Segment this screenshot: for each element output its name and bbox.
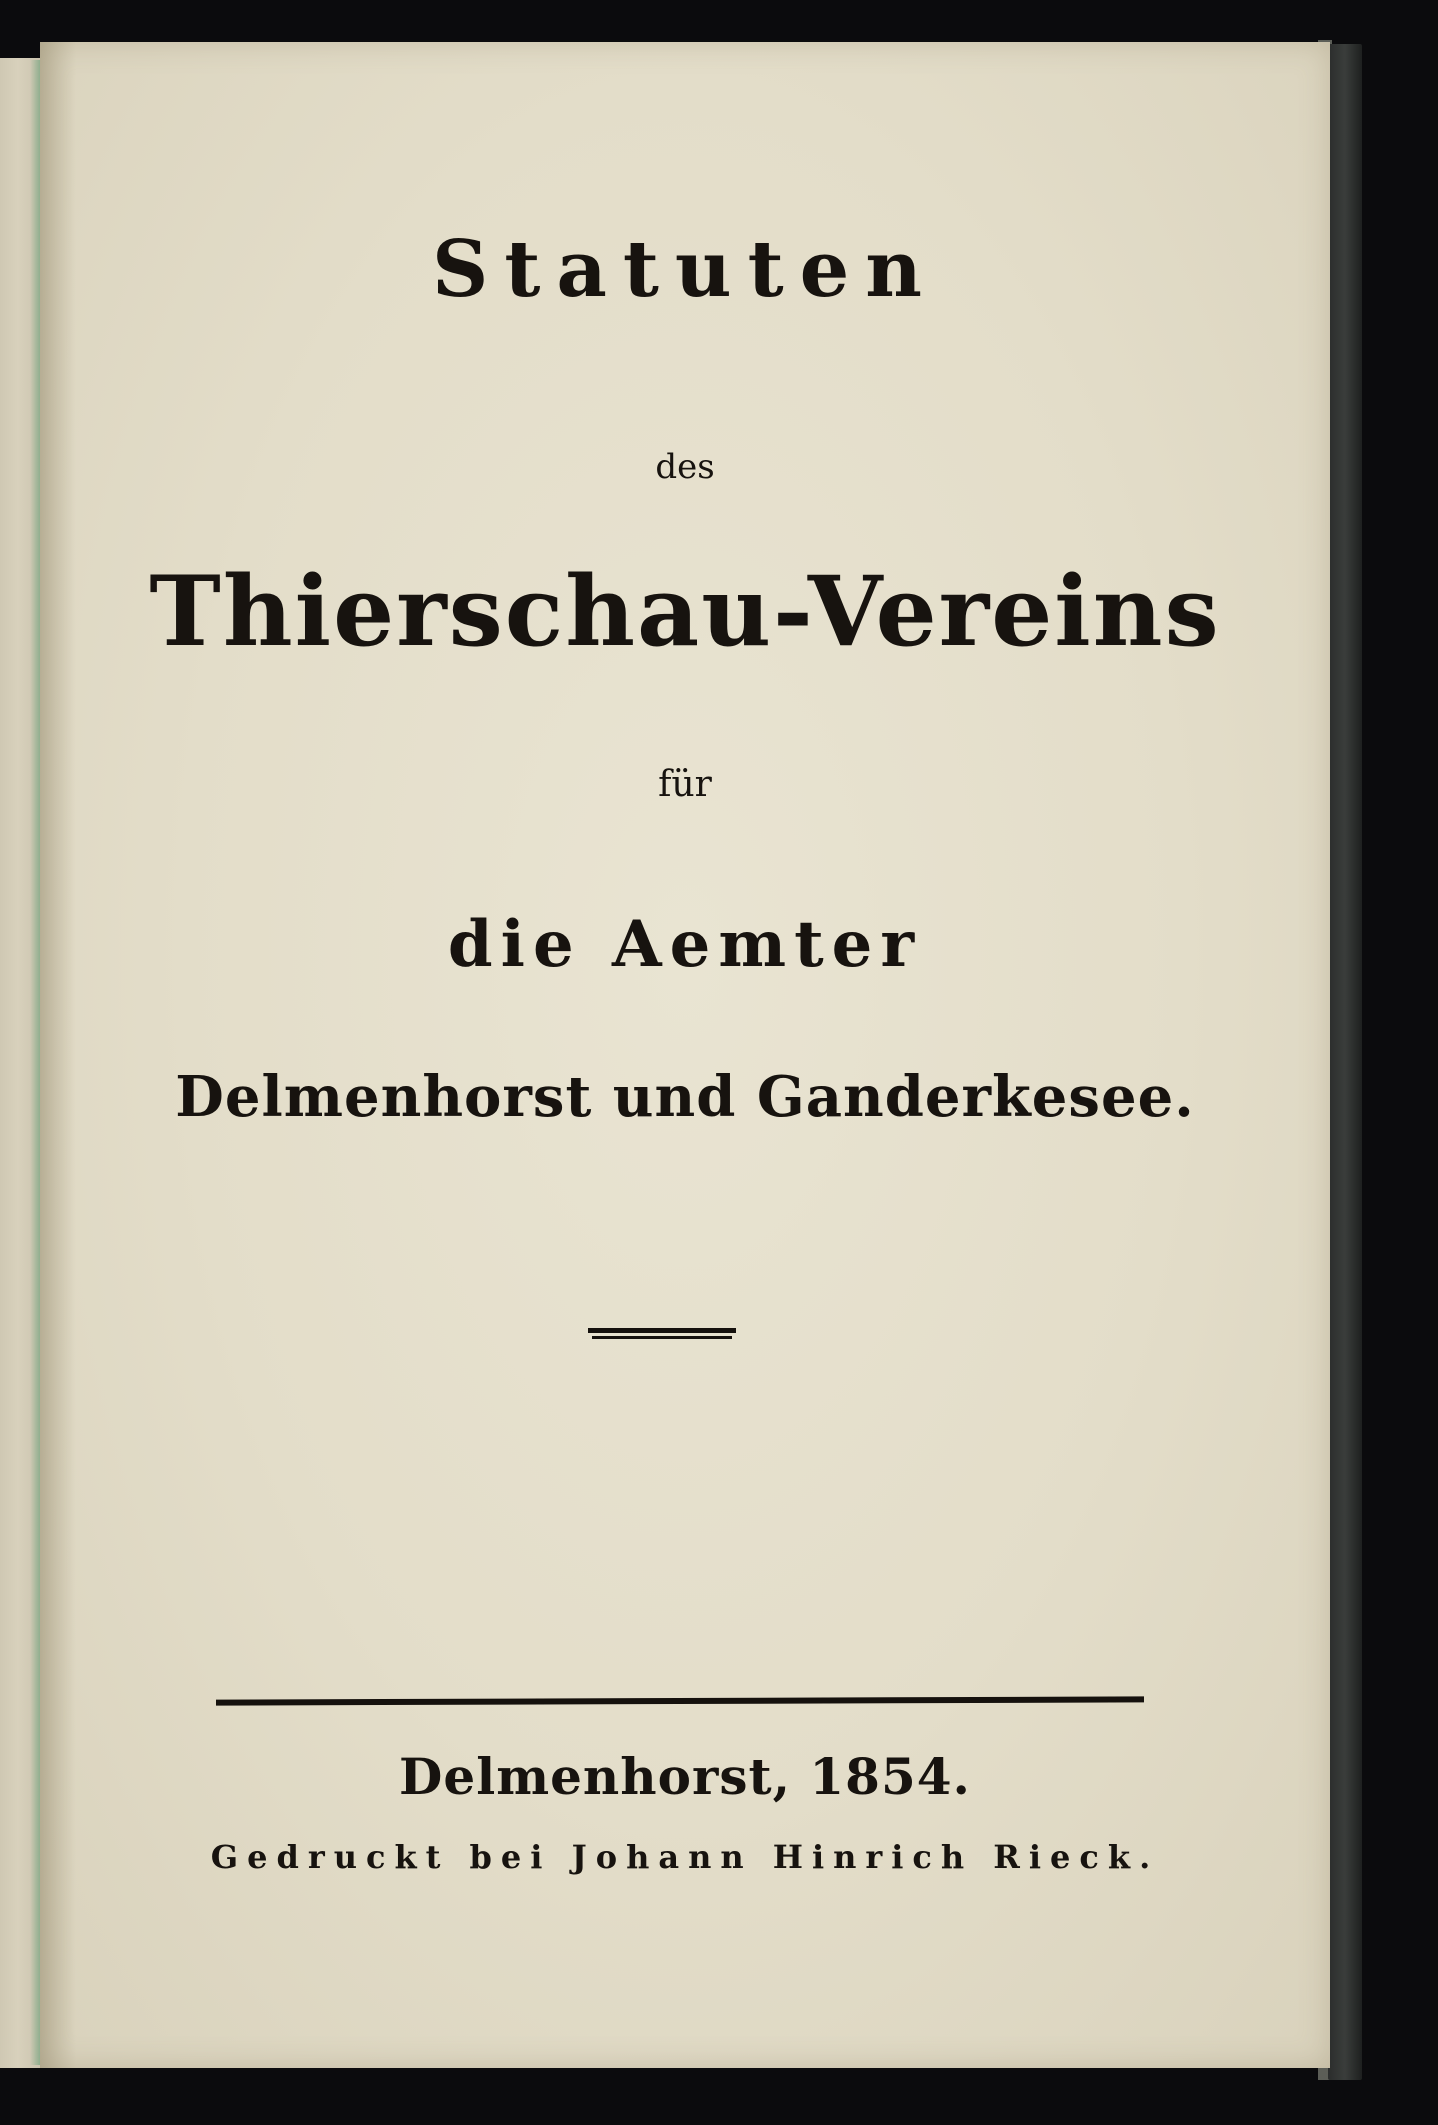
title-page — [40, 42, 1330, 2068]
districts-heading: die Aemter — [447, 907, 923, 982]
society-name: Thierschau-Vereins — [149, 555, 1221, 668]
preposition-fuer: für — [658, 764, 712, 805]
cover-board — [1328, 44, 1362, 2080]
preposition-des: des — [655, 447, 715, 487]
town-names: Delmenhorst und Ganderkesee. — [175, 1064, 1195, 1130]
imprint-divider-rule — [216, 1696, 1144, 1705]
main-title: Statuten — [431, 224, 938, 315]
ornamental-double-rule — [588, 1328, 736, 1340]
imprint-place-year: Delmenhorst, 1854. — [399, 1747, 971, 1806]
printer-credit: Gedruckt bei Johann Hinrich Rieck. — [210, 1838, 1160, 1876]
